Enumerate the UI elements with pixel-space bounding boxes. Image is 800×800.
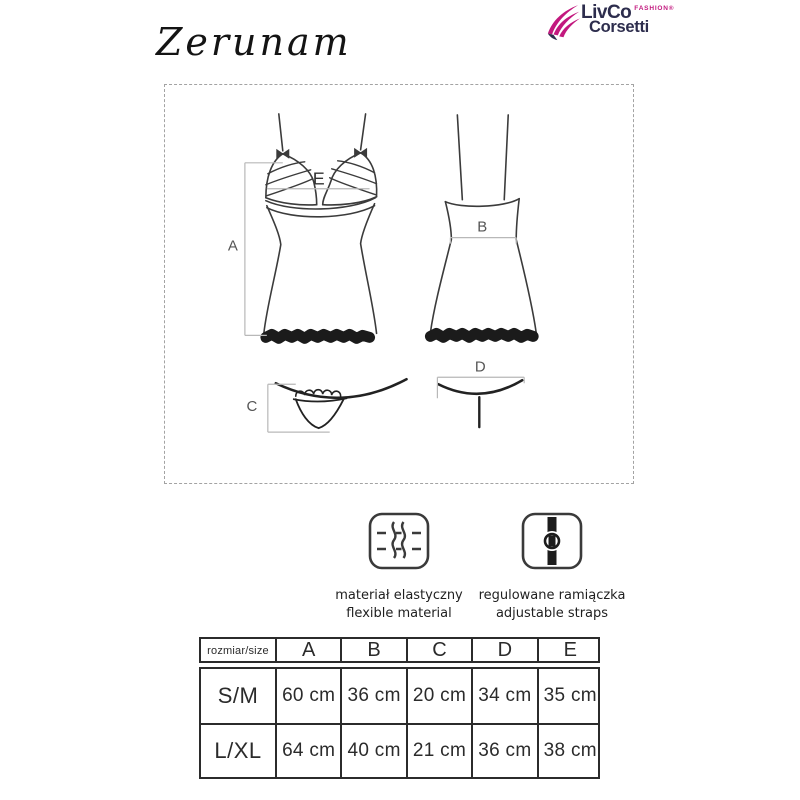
feature-label-pl: materiał elastyczny <box>335 588 463 603</box>
measurement-label-b: B <box>477 218 488 236</box>
measurement-label-c: C <box>246 398 258 416</box>
feature-adjustable-straps <box>452 512 652 623</box>
table-cell: 35 cm <box>537 669 602 723</box>
chemise-front-view <box>264 114 377 338</box>
brand-logo <box>546 3 674 47</box>
table-cell: 40 cm <box>340 725 405 777</box>
table-row <box>201 723 598 777</box>
table-cell: 36 cm <box>471 725 536 777</box>
thong-front-view <box>276 379 407 428</box>
adjustable-straps-icon <box>521 512 583 570</box>
table-cell: 38 cm <box>537 725 602 777</box>
table-cell: 60 cm <box>275 669 340 723</box>
thong-back-view <box>438 380 522 427</box>
brand-fashion-label: FASHION® <box>634 5 675 12</box>
size-table-header-cell: C <box>406 639 471 662</box>
size-table-header-cell: B <box>340 639 405 662</box>
size-table-header-cell: E <box>537 639 602 662</box>
table-row <box>201 669 598 723</box>
measurement-label-a: A <box>227 237 238 255</box>
table-cell: 21 cm <box>406 725 471 777</box>
measurement-label-e: E <box>312 168 325 189</box>
brand-name-bottom: Corsetti <box>589 18 649 36</box>
measurement-label-d: D <box>474 358 486 376</box>
size-table-header <box>199 637 600 663</box>
feature-label-en: adjustable straps <box>495 606 609 622</box>
brand-logo-text <box>581 3 674 36</box>
livco-swoosh-icon <box>546 3 580 47</box>
size-cell: S/M <box>217 683 259 708</box>
elastic-material-icon <box>368 512 430 570</box>
size-table-header-cell: rozmiar/size <box>207 644 269 657</box>
size-cell: L/XL <box>214 738 262 763</box>
table-cell: 64 cm <box>275 725 340 777</box>
size-table-header-cell: A <box>275 639 340 662</box>
feature-label-en: flexible material <box>346 606 452 622</box>
table-cell: 34 cm <box>471 669 536 723</box>
product-name: Zerunam <box>156 20 352 64</box>
size-table <box>199 637 600 779</box>
feature-label-pl: regulowane ramiączka <box>478 588 626 603</box>
table-cell: 36 cm <box>340 669 405 723</box>
table-cell: 20 cm <box>406 669 471 723</box>
size-table-body <box>199 667 600 779</box>
brand-name-top: LivCo <box>581 2 632 23</box>
garment-drawing <box>165 85 633 483</box>
size-table-header-cell: D <box>471 639 536 662</box>
measurement-diagram <box>164 84 634 484</box>
